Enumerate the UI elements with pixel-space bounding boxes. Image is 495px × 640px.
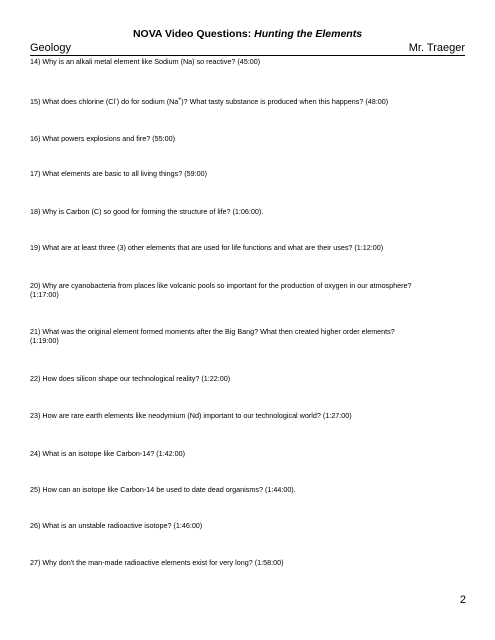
question-21-line-2: (1:19:00) (30, 336, 59, 345)
question-14: 14) Why is an alkali metal element like Sodium (Na) so reactive? (45:00) (30, 57, 261, 66)
question-23: 23) How are rare earth elements like neodymium (Nd) important to our technological world? (1:27:00) (30, 411, 352, 420)
question-25: 25) How can an isotope like Carbon-14 be used to date dead organisms? (1:44:00). (30, 485, 296, 494)
question-16: 16) What powers explosions and fire? (55:00) (30, 134, 176, 143)
sodium-charge: + (178, 96, 182, 103)
question-15-part-a: 15) What does chlorine (Cl (30, 97, 116, 106)
question-20 (30, 281, 470, 299)
question-21-line-1: 21) What was the original element formed moments after the Big Bang? What then created higher order elements? (30, 327, 395, 336)
title-prefix: NOVA Video Questions: (132, 28, 255, 40)
question-24: 24) What is an isotope like Carbon-14? (1:42:00) (30, 449, 186, 458)
question-19: 19) What are at least three (3) other elements that are used for life functions and what are their uses? (1:12:00) (30, 243, 384, 252)
question-15-part-c: )? What tasty substance is produced when this happens? (48:00) (181, 97, 389, 106)
question-20-line-1: 20) Why are cyanobacteria from places like volcanic pools so important for the production of oxygen in our atmosphere? (30, 281, 412, 290)
subheader-row (30, 41, 465, 56)
page-number: 2 (459, 594, 466, 606)
question-22: 22) How does silicon shape our technological reality? (1:22:00) (30, 374, 231, 383)
question-17: 17) What elements are basic to all living things? (59:00) (30, 169, 207, 178)
question-27: 27) Why don't the man-made radioactive elements exist for very long? (1:58:00) (30, 558, 284, 567)
question-20-line-2: (1:17:00) (30, 290, 59, 299)
question-26: 26) What is an unstable radioactive isotope? (1:46:00) (30, 521, 203, 530)
title-italic: Hunting the Elements (254, 28, 363, 40)
question-15-part-b: ) do for sodium (Na (116, 97, 179, 106)
question-18: 18) Why is Carbon (C) so good for forming the structure of life? (1:06:00). (30, 207, 264, 216)
question-21 (30, 327, 470, 345)
chloride-charge: - (115, 96, 117, 103)
question-15 (30, 97, 470, 106)
page-title (0, 28, 495, 41)
teacher-label: Mr. Traeger (408, 42, 465, 54)
subject-label: Geology (30, 42, 71, 54)
